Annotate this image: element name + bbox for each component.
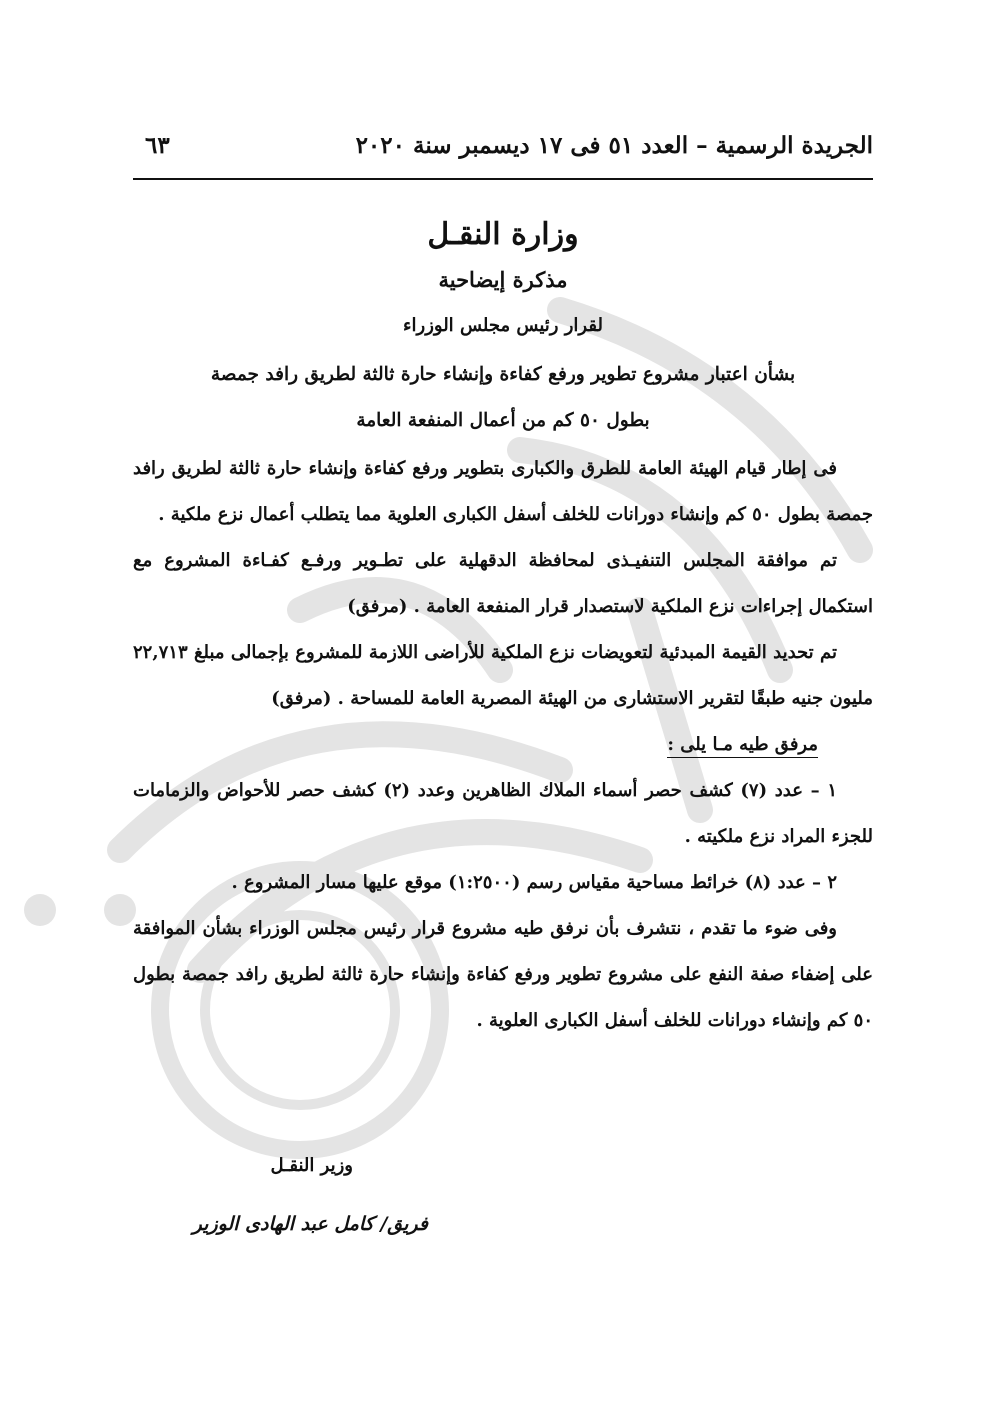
ministry-heading: وزارة النقـل [427,217,579,252]
memo-text [133,446,873,1044]
attachment-item-1: ١ – عدد (٧) كشف حصر أسماء الملاك الظاهرين وعدد (٢) كشف حصر للأحواض والزمامات للجزء المراد نزع ملكيته . [133,780,873,847]
page-header [133,130,873,180]
paragraph-approval: تم موافقة المجلس التنفيـذى لمحافظة الدقهلية على تطـوير ورفـع كفـاءة المشروع مع استكمال إجراءات نزع الملكية لاستصدار قرار المنفعة العامة . (مرفق) [133,550,873,617]
paragraph-intro: فى إطار قيام الهيئة العامة للطرق والكبارى بتطوير ورفع كفاءة وإنشاء حارة ثالثة لطريق رافد جمصة بطول ٥٠ كم وإنشاء دورانات للخلف أسفل الكبارى العلوية مما يتطلب أعمال نزع ملكية . [133,458,873,525]
subject-line-2: بطول ٥٠ كم من أعمال المنفعة العامة [356,410,650,431]
attachment-item-2: ٢ – عدد (٨) خرائط مساحية مقياس رسم (١:٢٥٠٠) موقع عليها مسار المشروع . [231,872,837,893]
document-body [133,200,873,1044]
subject-line-1: بشأن اعتبار مشروع تطوير ورفع كفاءة وإنشاء حارة ثالثة لطريق رافد جمصة [210,364,796,385]
signatory-name: فريق/ كامل عبد الهادى الوزير [192,1213,428,1235]
memo-type-heading: مذكرة إيضاحية [438,267,568,292]
paragraph-valuation: تم تحديد القيمة المبدئية لتعويضات نزع الملكية للأراضى اللازمة للمشروع بإجمالى مبلغ ٢٢,٧١٣ مليون جنيه طبقًا لتقرير الاستشارى من الهيئة المصرية العامة للمساحة . (مرفق) [133,642,873,709]
gazette-title: الجريدة الرسمية – العدد ٥١ فى ١٧ ديسمبر سنة ٢٠٢٠ [355,132,873,159]
attachments-label: مرفق طيه مـا يلى : [667,734,818,758]
attachments-heading [133,722,873,768]
paragraph-closing: وفى ضوء ما تقدم ، نتشرف بأن نرفق طيه مشروع قرار رئيس مجلس الوزراء بشأن الموافقة على إضفاء صفة النفع على مشروع تطوير ورفع كفاءة وإنشاء حارة ثالثة لطريق رافد جمصة بطول ٥٠ كم وإنشاء دورانات للخلف أسفل الكبارى العلوية . [133,918,873,1031]
decision-by-line: لقرار رئيس مجلس الوزراء [403,315,603,336]
page-number: ٦٣ [145,132,170,159]
signatory-role: وزير النقـل [270,1155,353,1176]
